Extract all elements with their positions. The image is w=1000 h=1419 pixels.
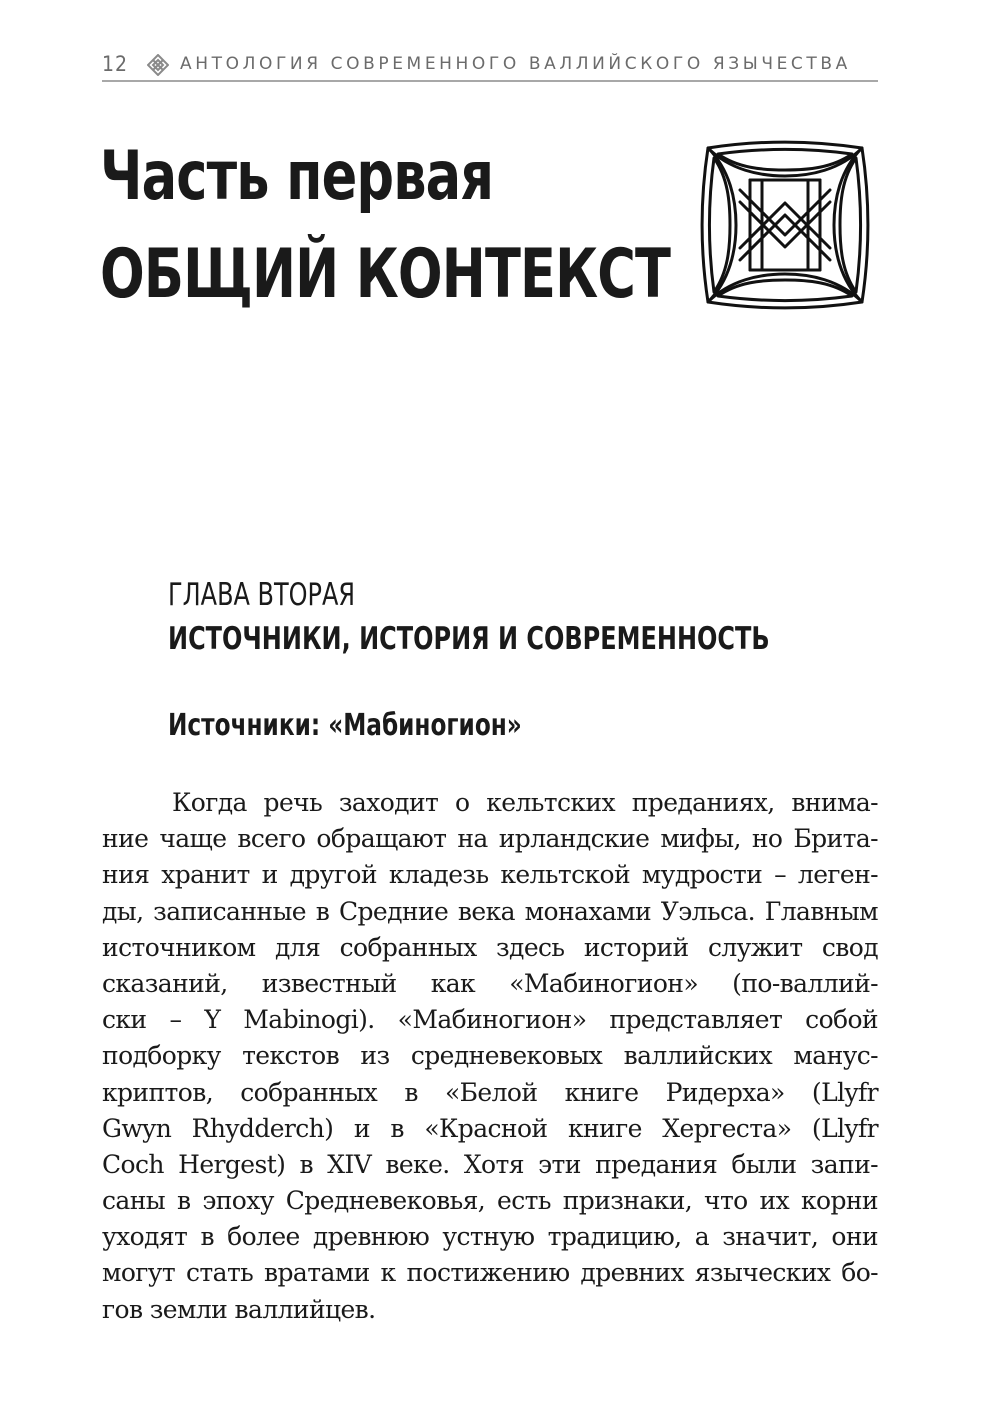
body-line: сказаний, известный как «Мабиногион» (по-валлий- <box>102 968 878 998</box>
running-header <box>102 50 878 84</box>
body-line: Gwyn Rhydderch) и в «Красной книге Хергеста» (Llyfr <box>102 1113 878 1143</box>
body-paragraph <box>102 785 878 1328</box>
chapter-title: ИСТОЧНИКИ, ИСТОРИЯ И СОВРЕМЕННОСТЬ <box>168 621 770 657</box>
body-line: гов земли валлийцев. <box>102 1294 376 1324</box>
body-line: Когда речь заходит о кельтских преданиях, внима- <box>172 788 878 817</box>
body-line: криптов, собранных в «Белой книге Ридерха» (Llyfr <box>102 1077 878 1107</box>
part-title: ОБЩИЙ КОНТЕКСТ <box>100 235 670 314</box>
chapter-heading <box>168 573 868 661</box>
body-line: Coch Hergest) в XIV веке. Хотя эти предания были запи- <box>102 1149 878 1179</box>
body-line: подборку текстов из средневековых валлийских манус- <box>102 1041 878 1071</box>
chapter-label: ГЛАВА ВТОРАЯ <box>168 577 356 613</box>
body-line: ния хранит и другой кладезь кельтской мудрости – леген- <box>102 860 878 890</box>
running-title: АНТОЛОГИЯ СОВРЕМЕННОГО ВАЛЛИЙСКОГО ЯЗЫЧЕСТВА <box>180 54 851 74</box>
body-line: ды, записанные в Средние века монахами Уэльса. Главным <box>102 896 878 926</box>
celtic-knot-icon <box>690 130 880 320</box>
body-line: уходят в более древнюю устную традицию, а значит, они <box>102 1222 878 1252</box>
part-heading <box>100 128 670 324</box>
body-line: ски – Y Mabinogi). «Мабиногион» представляет собой <box>102 1005 878 1035</box>
body-line: источником для собранных здесь историй служит свод <box>102 932 878 962</box>
body-line: ние чаще всего обращают на ирландские мифы, но Брита- <box>102 824 878 854</box>
section-title: Источники: «Мабиногион» <box>168 708 522 743</box>
celtic-diamond-icon <box>147 54 169 76</box>
body-line: саны в эпоху Средневековья, есть признаки, что их корни <box>102 1186 878 1216</box>
part-number: Часть первая <box>100 137 494 216</box>
body-line: могут стать вратами к постижению древних языческих бо- <box>102 1258 878 1288</box>
header-rule <box>102 80 878 82</box>
page-number: 12 <box>102 52 129 76</box>
